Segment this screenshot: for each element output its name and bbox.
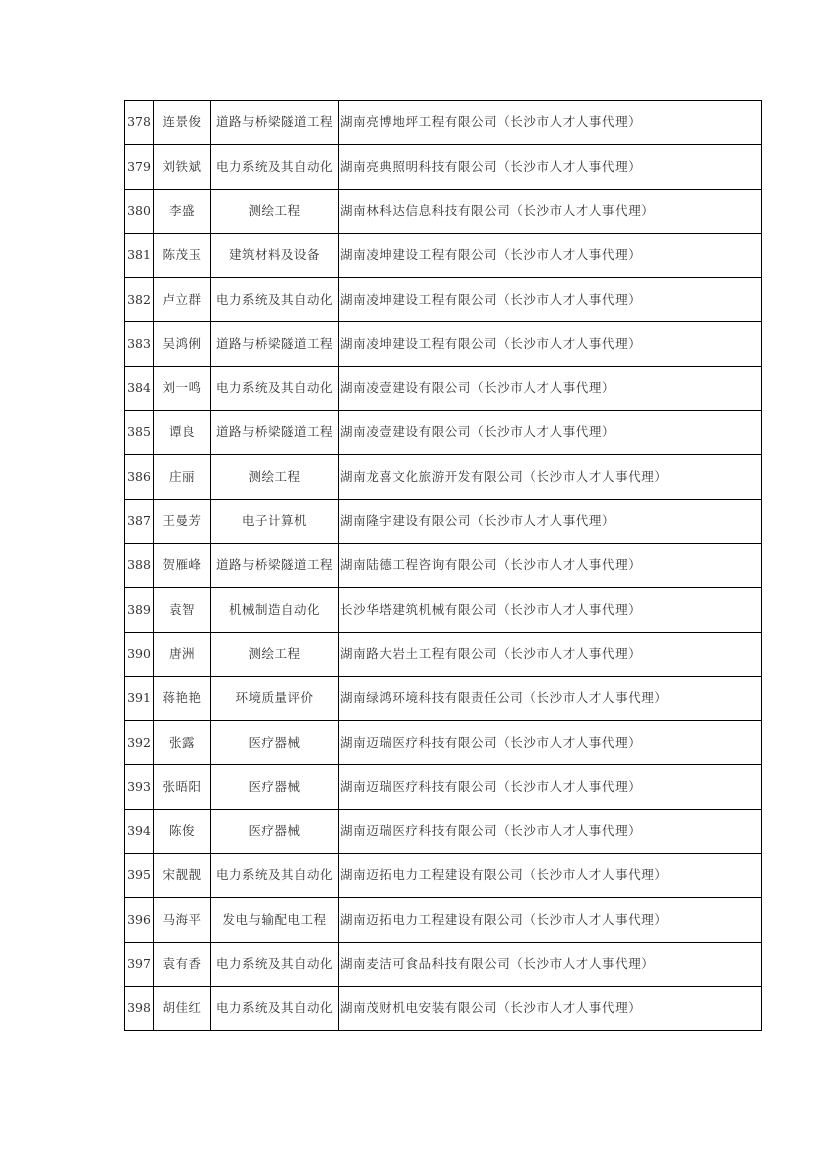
table-row bbox=[125, 765, 762, 809]
person-name: 庄丽 bbox=[154, 455, 211, 499]
table-row bbox=[125, 145, 762, 189]
person-name: 谭良 bbox=[154, 411, 211, 455]
company-name: 湖南凌壹建设有限公司（长沙市人才人事代理） bbox=[339, 411, 762, 455]
person-name: 唐洲 bbox=[154, 632, 211, 676]
row-number: 394 bbox=[125, 809, 154, 853]
person-name: 宋靓靓 bbox=[154, 854, 211, 898]
table-row bbox=[125, 322, 762, 366]
major-field: 道路与桥梁隧道工程 bbox=[211, 543, 339, 587]
row-number: 385 bbox=[125, 411, 154, 455]
person-name: 袁智 bbox=[154, 588, 211, 632]
person-name: 陈茂玉 bbox=[154, 233, 211, 277]
row-number: 387 bbox=[125, 499, 154, 543]
row-number: 379 bbox=[125, 145, 154, 189]
table-row bbox=[125, 499, 762, 543]
row-number: 389 bbox=[125, 588, 154, 632]
table-row bbox=[125, 233, 762, 277]
row-number: 398 bbox=[125, 986, 154, 1030]
company-name: 湖南迈瑞医疗科技有限公司（长沙市人才人事代理） bbox=[339, 809, 762, 853]
major-field: 建筑材料及设备 bbox=[211, 233, 339, 277]
major-field: 电力系统及其自动化 bbox=[211, 942, 339, 986]
table-row bbox=[125, 809, 762, 853]
major-field: 测绘工程 bbox=[211, 455, 339, 499]
row-number: 392 bbox=[125, 721, 154, 765]
company-name: 湖南路大岩土工程有限公司（长沙市人才人事代理） bbox=[339, 632, 762, 676]
company-name: 湖南迈拓电力工程建设有限公司（长沙市人才人事代理） bbox=[339, 898, 762, 942]
table-row bbox=[125, 278, 762, 322]
major-field: 电力系统及其自动化 bbox=[211, 278, 339, 322]
person-name: 袁有香 bbox=[154, 942, 211, 986]
person-name: 连景俊 bbox=[154, 101, 211, 145]
company-name: 湖南龙喜文化旅游开发有限公司（长沙市人才人事代理） bbox=[339, 455, 762, 499]
major-field: 测绘工程 bbox=[211, 632, 339, 676]
major-field: 医疗器械 bbox=[211, 765, 339, 809]
table-row bbox=[125, 189, 762, 233]
company-name: 湖南凌壹建设有限公司（长沙市人才人事代理） bbox=[339, 366, 762, 410]
table-row bbox=[125, 721, 762, 765]
person-name: 张晤阳 bbox=[154, 765, 211, 809]
person-name: 刘铁斌 bbox=[154, 145, 211, 189]
person-name: 马海平 bbox=[154, 898, 211, 942]
table-row bbox=[125, 101, 762, 145]
company-name: 湖南陆德工程咨询有限公司（长沙市人才人事代理） bbox=[339, 543, 762, 587]
table-row bbox=[125, 632, 762, 676]
row-number: 386 bbox=[125, 455, 154, 499]
row-number: 395 bbox=[125, 854, 154, 898]
person-name: 王曼芳 bbox=[154, 499, 211, 543]
table-row bbox=[125, 942, 762, 986]
person-name: 吴鸿俐 bbox=[154, 322, 211, 366]
table-row bbox=[125, 986, 762, 1030]
company-name: 湖南亮典照明科技有限公司（长沙市人才人事代理） bbox=[339, 145, 762, 189]
major-field: 道路与桥梁隧道工程 bbox=[211, 411, 339, 455]
row-number: 388 bbox=[125, 543, 154, 587]
row-number: 380 bbox=[125, 189, 154, 233]
major-field: 机械制造自动化 bbox=[211, 588, 339, 632]
table-row bbox=[125, 854, 762, 898]
major-field: 发电与输配电工程 bbox=[211, 898, 339, 942]
person-name: 卢立群 bbox=[154, 278, 211, 322]
row-number: 397 bbox=[125, 942, 154, 986]
table-row bbox=[125, 411, 762, 455]
person-name: 张露 bbox=[154, 721, 211, 765]
table-row bbox=[125, 455, 762, 499]
company-name: 湖南亮博地坪工程有限公司（长沙市人才人事代理） bbox=[339, 101, 762, 145]
major-field: 电力系统及其自动化 bbox=[211, 986, 339, 1030]
table-row bbox=[125, 588, 762, 632]
company-name: 湖南凌坤建设工程有限公司（长沙市人才人事代理） bbox=[339, 322, 762, 366]
major-field: 环境质量评价 bbox=[211, 676, 339, 720]
company-name: 湖南迈拓电力工程建设有限公司（长沙市人才人事代理） bbox=[339, 854, 762, 898]
major-field: 电力系统及其自动化 bbox=[211, 366, 339, 410]
row-number: 391 bbox=[125, 676, 154, 720]
company-name: 湖南绿鸿环境科技有限责任公司（长沙市人才人事代理） bbox=[339, 676, 762, 720]
row-number: 382 bbox=[125, 278, 154, 322]
person-name: 胡佳红 bbox=[154, 986, 211, 1030]
table-row bbox=[125, 543, 762, 587]
person-name: 蒋艳艳 bbox=[154, 676, 211, 720]
company-name: 湖南茂财机电安装有限公司（长沙市人才人事代理） bbox=[339, 986, 762, 1030]
table-row bbox=[125, 366, 762, 410]
roster-body bbox=[125, 101, 762, 1031]
person-name: 陈俊 bbox=[154, 809, 211, 853]
person-name: 刘一鸣 bbox=[154, 366, 211, 410]
major-field: 医疗器械 bbox=[211, 809, 339, 853]
company-name: 湖南隆宇建设有限公司（长沙市人才人事代理） bbox=[339, 499, 762, 543]
row-number: 390 bbox=[125, 632, 154, 676]
company-name: 湖南麦洁可食品科技有限公司（长沙市人才人事代理） bbox=[339, 942, 762, 986]
person-name: 贺雁峰 bbox=[154, 543, 211, 587]
company-name: 湖南迈瑞医疗科技有限公司（长沙市人才人事代理） bbox=[339, 721, 762, 765]
major-field: 电力系统及其自动化 bbox=[211, 145, 339, 189]
row-number: 378 bbox=[125, 101, 154, 145]
row-number: 381 bbox=[125, 233, 154, 277]
row-number: 396 bbox=[125, 898, 154, 942]
company-name: 湖南凌坤建设工程有限公司（长沙市人才人事代理） bbox=[339, 233, 762, 277]
company-name: 湖南凌坤建设工程有限公司（长沙市人才人事代理） bbox=[339, 278, 762, 322]
person-name: 李盛 bbox=[154, 189, 211, 233]
roster-table bbox=[124, 100, 762, 1031]
company-name: 湖南迈瑞医疗科技有限公司（长沙市人才人事代理） bbox=[339, 765, 762, 809]
major-field: 测绘工程 bbox=[211, 189, 339, 233]
row-number: 393 bbox=[125, 765, 154, 809]
company-name: 长沙华塔建筑机械有限公司（长沙市人才人事代理） bbox=[339, 588, 762, 632]
major-field: 道路与桥梁隧道工程 bbox=[211, 322, 339, 366]
major-field: 电力系统及其自动化 bbox=[211, 854, 339, 898]
company-name: 湖南林科达信息科技有限公司（长沙市人才人事代理） bbox=[339, 189, 762, 233]
table-row bbox=[125, 898, 762, 942]
row-number: 383 bbox=[125, 322, 154, 366]
row-number: 384 bbox=[125, 366, 154, 410]
major-field: 医疗器械 bbox=[211, 721, 339, 765]
major-field: 电子计算机 bbox=[211, 499, 339, 543]
table-row bbox=[125, 676, 762, 720]
major-field: 道路与桥梁隧道工程 bbox=[211, 101, 339, 145]
